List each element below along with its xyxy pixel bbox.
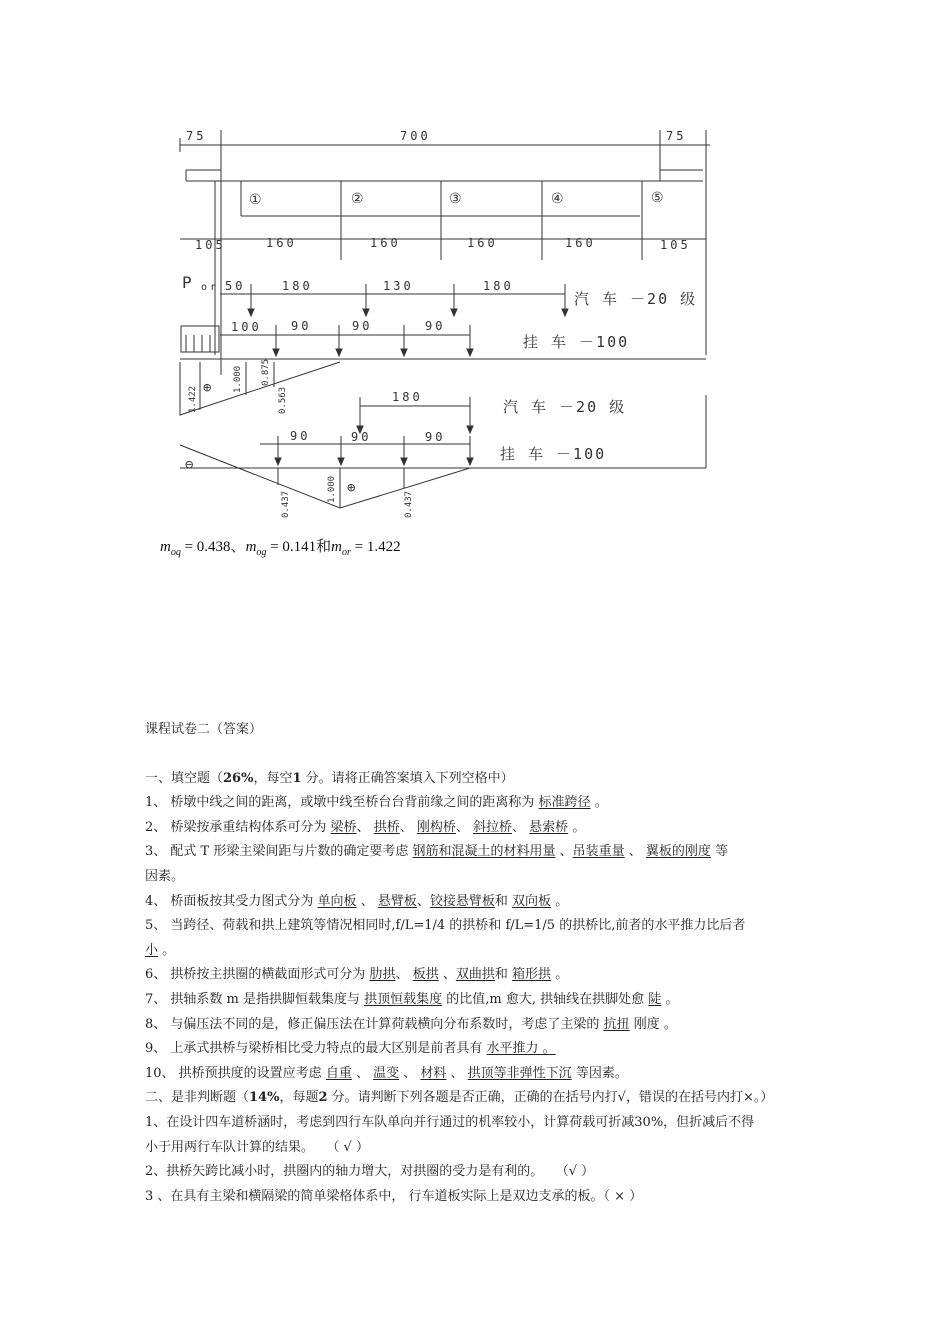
trailer-label: 挂 车 －100 (523, 333, 630, 351)
dim-top-right: 75 (666, 129, 687, 143)
trailer-label-2: 挂 车 －100 (500, 445, 607, 463)
question-6: 6、 拱桥按主拱圈的横截面形式可分为 肋拱、 板拱 、双曲拱和 箱形拱 。 (145, 967, 569, 983)
beam-2: ② (351, 191, 367, 207)
il1-v1: 1.000 (233, 365, 243, 393)
exam-document (145, 718, 815, 1209)
section-1-heading: 一、填空题（26%，每空1 分。请将正确答案填入下列空格中） (145, 770, 514, 786)
question-2: 2、 桥梁按承重结构体系可分为 梁桥、 拱桥、 刚构桥、 斜拉桥、 悬索桥 。 (145, 819, 586, 835)
beam-5: ⑤ (651, 190, 667, 206)
trailer-dim-2-0: 90 (290, 429, 311, 443)
truck-dim-0: 50 (225, 279, 246, 293)
trailer-dim-0: 100 (231, 320, 262, 334)
beam-3: ③ (449, 191, 465, 207)
question-5-cont: 小 。 (145, 942, 176, 958)
dim-beam-1: 160 (266, 236, 297, 250)
dim-top-mid: 700 (400, 129, 431, 143)
section-2-heading: 二、是非判断题（14%，每题2 分。请判断下列各题是否正确，正确的在括号内打√，错误的在括号内打×。） (145, 1090, 774, 1106)
il1-v0: 1.422 (188, 385, 198, 413)
influence-line-2 (180, 445, 470, 508)
deck-outline (186, 170, 703, 181)
truck-label: 汽 车 －20 级 (574, 290, 698, 308)
truck-label-2: 汽 车 －20 级 (503, 398, 627, 416)
question-5: 5、 当跨径、荷载和拱上建筑等情况相同时,f/L=1/4 的拱桥和 f/L=1/5 的拱桥比,前者的水平推力比后者 (145, 918, 746, 934)
question-3: 3、 配式 T 形梁主梁间距与片数的确定要考虑 钢筋和混凝土的材料用量 、吊装重量 、 翼板的刚度 等 (145, 844, 729, 860)
dim-beam-0: 105 (195, 238, 226, 252)
trailer-dim-2-1: 90 (351, 430, 372, 444)
influence-line-figure (0, 0, 950, 600)
il1-v3: 0.563 (278, 386, 288, 414)
judge-3: 3 、在具有主梁和横隔梁的简单梁格体系中， 行车道板实际上是双边支承的板。（ × ） (145, 1188, 643, 1204)
dim-beam-5: 105 (660, 238, 691, 252)
trailer-dim-1: 90 (291, 319, 312, 333)
question-8: 8、 与偏压法不同的是，修正偏压法在计算荷载横向分布系数时，考虑了主梁的 抗扭 刚度 。 (145, 1016, 677, 1032)
judge-1-cont: 小于用两行车队计算的结果。 （ √ ） (145, 1139, 369, 1155)
dim-top-left: 75 (186, 129, 207, 143)
beam-4: ④ (551, 191, 567, 207)
il2-v2: 0.437 (404, 490, 414, 518)
page-title: 课程试卷二（答案） (145, 722, 263, 737)
judge-1: 1、在设计四车道桥涵时，考虑到四行车队单向并行通过的机率较小，计算荷载可折减30%，但折减后不得 (145, 1114, 755, 1130)
dim-beam-4: 160 (565, 236, 596, 250)
question-1: 1、 桥墩中线之间的距离，或墩中线至桥台台背前缘之间的距离称为 标准跨径 。 (145, 795, 608, 811)
truck-dim-3: 180 (483, 279, 514, 293)
judge-2: 2、拱桥矢跨比减小时，拱圈内的轴力增大，对拱圈的受力是有利的。 （√ ） (145, 1164, 595, 1180)
trailer-dim-3: 90 (425, 319, 446, 333)
trailer-dim-2: 90 (352, 319, 373, 333)
truck-dim-2: 130 (383, 279, 414, 293)
plus-1: ⊕ (203, 380, 215, 396)
truck-dim-1: 180 (282, 279, 313, 293)
dim-beam-2: 160 (370, 236, 401, 250)
question-3-cont: 因素。 (145, 868, 185, 884)
question-4: 4、 桥面板按其受力图式分为 单向板 、 悬臂板、铰接悬臂板和 双向板 。 (145, 893, 569, 909)
beam-1: ① (249, 192, 265, 208)
il1-v2: 0.875 (261, 358, 271, 386)
il2-v1: 1.000 (327, 475, 337, 503)
plus-2: ⊕ (347, 480, 359, 496)
por-label: P (182, 273, 195, 292)
truck-dim-2b: 180 (392, 390, 423, 404)
il2-v0: 0.437 (281, 490, 291, 518)
dim-beam-3: 160 (467, 236, 498, 250)
question-10: 10、 拱桥预拱度的设置应考虑 自重 、 温变 、 材料 、 拱顶等非弹性下沉 等因素。 (145, 1065, 628, 1081)
question-7: 7、 拱轴系数 m 是指拱脚恒载集度与 拱顶恒载集度 的比值,m 愈大, 拱轴线在拱脚处愈 陡 。 (145, 991, 679, 1007)
trailer-dim-2-2: 90 (425, 430, 446, 444)
formula: $m_{oq} = 0.438$、$m_{og} = 0.141$和$m_{or} = 1.422$ (160, 539, 401, 558)
minus-sign: ⊖ (185, 457, 197, 473)
por-sub: or (201, 282, 220, 293)
question-9: 9、 上承式拱桥与梁桥相比受力特点的最大区别是前者具有 水平推力 。 (145, 1041, 556, 1057)
